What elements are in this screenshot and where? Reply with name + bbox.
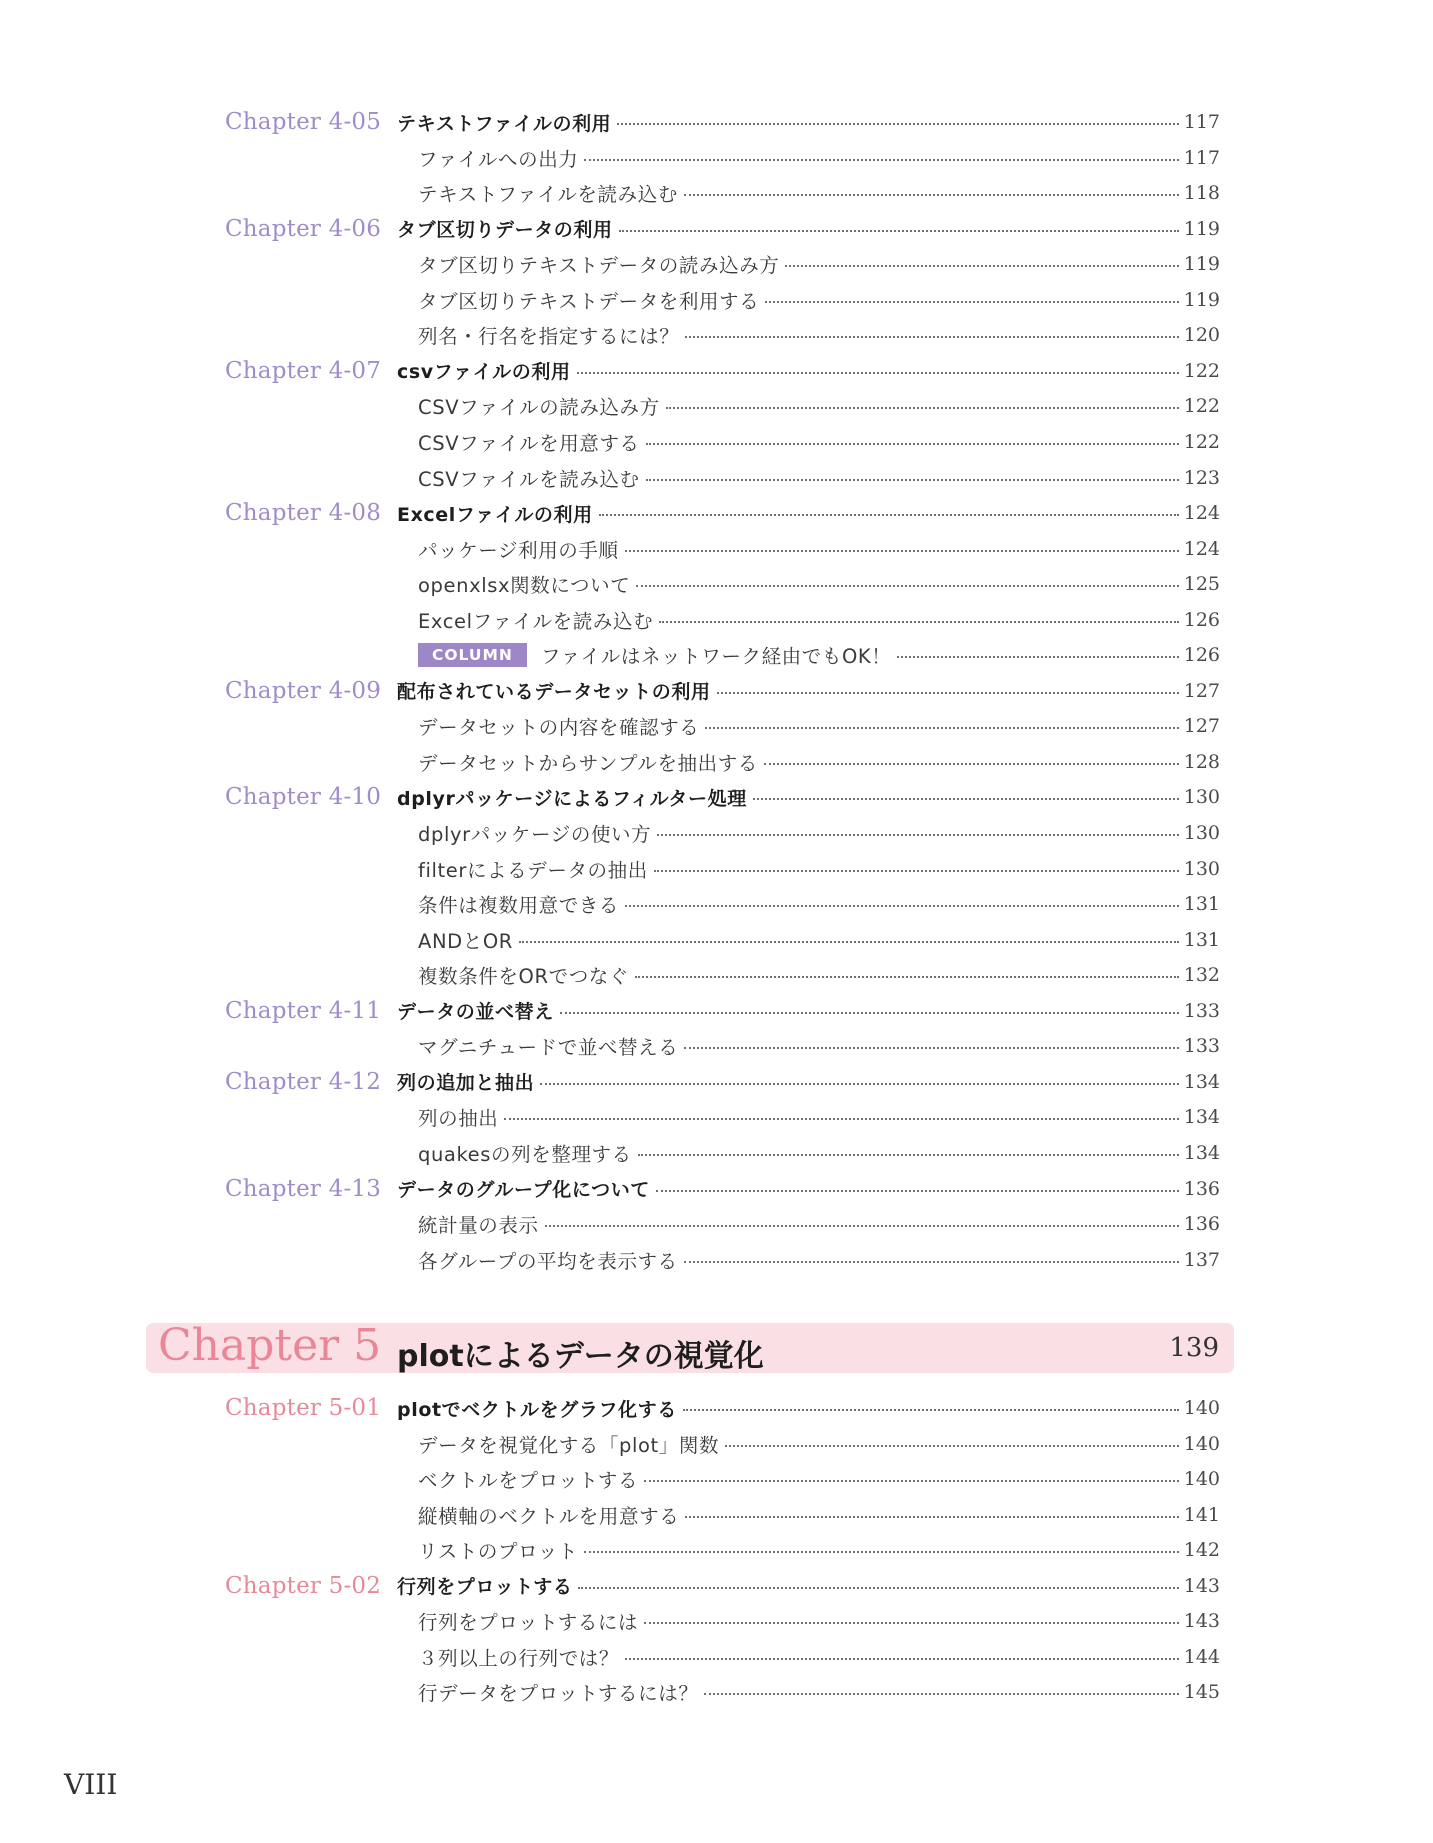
page-number: 140	[1183, 1432, 1220, 1455]
toc-entry	[418, 1135, 1220, 1171]
entry-title: ３列以上の行列では？	[418, 1646, 620, 1670]
toc-entry	[418, 1603, 1220, 1639]
page-number: 137	[1183, 1248, 1220, 1271]
page-number: 118	[1183, 182, 1220, 205]
page-folio: VIII	[64, 1768, 118, 1801]
dot-leader	[683, 1409, 1179, 1411]
dot-leader	[619, 230, 1179, 232]
toc-subsection-row	[0, 566, 1433, 602]
entry-title: filterによるデータの抽出	[418, 858, 648, 882]
toc-subsection-row	[0, 282, 1433, 318]
section-number: Chapter 4-07	[225, 357, 382, 384]
toc-subsection-row	[0, 1674, 1433, 1710]
page-number: 120	[1183, 324, 1220, 347]
toc-entry	[418, 140, 1220, 176]
dot-leader	[897, 656, 1179, 658]
toc-entry	[418, 815, 1220, 851]
dot-leader	[636, 585, 1179, 587]
toc-subsection-row	[0, 1242, 1433, 1278]
entry-title: 複数条件をORでつなぐ	[418, 965, 629, 989]
dot-leader	[644, 1480, 1179, 1482]
toc-entry	[397, 211, 1220, 247]
entry-title: タブ区切りテキストデータを利用する	[418, 289, 760, 313]
page-number: 145	[1183, 1681, 1220, 1704]
toc-entry	[397, 673, 1220, 709]
page-number: 136	[1183, 1213, 1220, 1236]
chapter-5-title: plotによるデータの視覚化	[397, 1339, 764, 1374]
toc-subsection-row	[0, 1099, 1433, 1135]
page-number: 122	[1183, 395, 1220, 418]
toc-entry	[397, 1568, 1220, 1604]
entry-title: CSVファイルの読み込み方	[418, 396, 660, 420]
entry-title: CSVファイルを用意する	[418, 431, 640, 455]
toc-subsection-row	[0, 140, 1433, 176]
entry-title: Excelファイルの利用	[397, 503, 593, 526]
section-number: Chapter 4-06	[225, 215, 382, 242]
dot-leader	[584, 1551, 1179, 1553]
page-number: 140	[1183, 1397, 1220, 1419]
toc-subsection-row	[0, 1135, 1433, 1171]
entry-title: dplyrパッケージの使い方	[418, 823, 652, 846]
toc-section-row	[0, 353, 1433, 389]
entry-title: 列名・行名を指定するには？	[418, 325, 680, 349]
dot-leader	[638, 1154, 1179, 1156]
dot-leader	[644, 1622, 1179, 1624]
toc-subsection-row	[0, 851, 1433, 887]
column-badge: COLUMN	[418, 643, 527, 667]
toc-entry	[418, 1461, 1220, 1497]
dot-leader	[753, 798, 1179, 800]
section-number: Chapter 4-05	[225, 109, 382, 135]
toc-entry	[397, 1064, 1220, 1100]
entry-title: パッケージ利用の手順	[418, 538, 619, 562]
toc-entry	[418, 1206, 1220, 1242]
toc-entry	[397, 495, 1220, 531]
toc-entry	[418, 637, 1220, 673]
toc-subsection-row	[0, 957, 1433, 993]
toc-subsection-row	[0, 744, 1433, 780]
page-number: 122	[1183, 359, 1220, 382]
dot-leader	[504, 1118, 1179, 1120]
dot-leader	[704, 1693, 1179, 1695]
toc-entry	[397, 353, 1220, 389]
page-number: 134	[1183, 1106, 1220, 1129]
entry-title: 縦横軸のベクトルを用意する	[418, 1504, 680, 1528]
page-number: 119	[1183, 217, 1220, 240]
dot-leader	[656, 1190, 1179, 1192]
section-number: Chapter 4-10	[225, 784, 382, 811]
entry-title: 行列をプロットするには	[418, 1611, 639, 1635]
dot-leader	[685, 1516, 1179, 1518]
dot-leader	[666, 407, 1179, 409]
entry-title: データのグループ化について	[397, 1179, 650, 1201]
page-number: 126	[1183, 608, 1220, 631]
toc-subsection-row	[0, 246, 1433, 282]
toc-entry	[418, 1028, 1220, 1064]
toc-subsection-row	[0, 1639, 1433, 1675]
toc-entry	[418, 282, 1220, 318]
toc-section-row	[0, 673, 1433, 709]
toc-section-row	[0, 1568, 1433, 1604]
toc-entry	[418, 1426, 1220, 1462]
page-number: 117	[1183, 146, 1220, 169]
page-number: 142	[1183, 1539, 1220, 1562]
dot-leader	[705, 727, 1179, 729]
entry-title: データセットからサンプルを抽出する	[418, 751, 758, 775]
toc-entry	[397, 993, 1220, 1029]
dot-leader	[684, 1047, 1179, 1049]
toc-subsection-row	[0, 815, 1433, 851]
entry-title: データセットの内容を確認する	[418, 716, 700, 740]
page-number: 131	[1183, 928, 1220, 951]
toc-subsection-row	[0, 886, 1433, 922]
dot-leader	[584, 159, 1179, 161]
page-number: 133	[1183, 999, 1220, 1022]
toc-subsection-row	[0, 922, 1433, 958]
toc-subsection-row	[0, 460, 1433, 496]
page-number: 143	[1183, 1610, 1220, 1633]
entry-title: 各グループの平均を表示する	[418, 1249, 678, 1273]
entry-title: タブ区切りデータの利用	[397, 219, 613, 242]
toc-entry	[397, 779, 1220, 815]
page-number: 119	[1183, 288, 1220, 311]
dot-leader	[684, 1261, 1179, 1263]
dot-leader	[577, 372, 1179, 374]
toc-subsection-row	[0, 1461, 1433, 1497]
toc-subsection-row	[0, 602, 1433, 638]
page-number: 128	[1183, 750, 1220, 773]
dot-leader	[657, 834, 1179, 836]
dot-leader	[684, 194, 1179, 196]
section-number: Chapter 4-08	[225, 500, 382, 527]
toc-entry	[418, 388, 1220, 424]
page-number: 130	[1183, 786, 1220, 809]
dot-leader	[646, 479, 1179, 481]
chapter-5-label: Chapter 5	[158, 1320, 382, 1371]
toc-entry	[418, 1674, 1220, 1710]
dot-leader	[635, 976, 1179, 978]
toc-subsection-row	[0, 531, 1433, 567]
page-number: 143	[1183, 1574, 1220, 1597]
page-number: 122	[1183, 430, 1220, 453]
page-number: 144	[1183, 1645, 1220, 1668]
toc-section-row	[0, 1171, 1433, 1207]
page-number: 134	[1183, 1141, 1220, 1164]
toc-subsection-row	[0, 1532, 1433, 1568]
dot-leader	[625, 905, 1179, 907]
section-number: Chapter 4-12	[225, 1068, 382, 1095]
toc-subsection-row	[0, 388, 1433, 424]
entry-title: ANDとOR	[418, 929, 513, 953]
page-number: 136	[1183, 1177, 1220, 1200]
section-number: Chapter 5-01	[225, 1395, 382, 1421]
toc-entry	[418, 957, 1220, 993]
page-number: 119	[1183, 253, 1220, 276]
entry-title: 行列をプロットする	[397, 1576, 573, 1599]
entry-title: ファイルはネットワーク経由でもOK！	[540, 645, 892, 669]
section-number: Chapter 4-11	[225, 997, 382, 1024]
page-number: 131	[1183, 893, 1220, 916]
dot-leader	[617, 123, 1179, 125]
toc-subsection-row	[0, 1603, 1433, 1639]
toc-subsection-row	[0, 708, 1433, 744]
entry-title: ファイルへの出力	[418, 147, 579, 171]
entry-title: タブ区切りテキストデータの読み込み方	[418, 254, 780, 278]
entry-title: ベクトルをプロットする	[418, 1469, 639, 1493]
toc-subsection-row	[0, 1497, 1433, 1533]
toc-entry	[418, 1639, 1220, 1675]
toc-entry	[418, 531, 1220, 567]
section-number: Chapter 4-13	[225, 1175, 382, 1202]
dot-leader	[659, 621, 1179, 623]
entry-title: テキストファイルを読み込む	[418, 183, 678, 207]
toc-entry	[397, 1171, 1220, 1207]
dot-leader	[560, 1012, 1179, 1014]
page-number: 132	[1183, 964, 1220, 987]
page-number: 117	[1183, 111, 1220, 133]
toc-subsection-row	[0, 1028, 1433, 1064]
page-number: 126	[1183, 644, 1220, 667]
toc-section-row	[0, 495, 1433, 531]
dot-leader	[685, 336, 1179, 338]
entry-title: dplyrパッケージによるフィルター処理	[397, 787, 747, 810]
toc-entry	[418, 1497, 1220, 1533]
entry-title: データの並べ替え	[397, 1001, 554, 1024]
entry-title: 行データをプロットするには？	[418, 1682, 699, 1706]
toc-subsection-row	[0, 1206, 1433, 1242]
toc-entry	[397, 1390, 1220, 1426]
toc-entry	[418, 708, 1220, 744]
toc-subsection-row	[0, 317, 1433, 353]
page-number: 123	[1183, 466, 1220, 489]
dot-leader	[625, 1658, 1179, 1660]
toc-entry	[418, 744, 1220, 780]
dot-leader	[599, 514, 1179, 516]
toc-entry	[418, 317, 1220, 353]
toc-subsection-row	[0, 1426, 1433, 1462]
dot-leader	[654, 870, 1179, 872]
toc-entry	[418, 424, 1220, 460]
toc-section-row	[0, 1064, 1433, 1100]
toc-section-row	[0, 993, 1433, 1029]
section-number: Chapter 5-02	[225, 1572, 382, 1599]
entry-title: CSVファイルを読み込む	[418, 467, 640, 491]
dot-leader	[646, 443, 1179, 445]
entry-title: Excelファイルを読み込む	[418, 609, 654, 633]
page-number: 141	[1183, 1503, 1220, 1526]
entry-title: plotでベクトルをグラフ化する	[397, 1398, 677, 1421]
toc-section-row	[0, 779, 1433, 815]
page-number: 133	[1183, 1035, 1220, 1058]
toc-entry	[418, 602, 1220, 638]
toc-subsection-row	[0, 637, 1433, 673]
dot-leader	[545, 1225, 1179, 1227]
toc-entry	[397, 104, 1220, 140]
toc-entry	[418, 175, 1220, 211]
toc-entry	[418, 246, 1220, 282]
entry-title: 配布されているデータセットの利用	[397, 681, 711, 704]
entry-title: 列の抽出	[418, 1107, 499, 1131]
entry-title: データを視覚化する「plot」関数	[418, 1433, 720, 1457]
page-number: 127	[1183, 679, 1220, 702]
dot-leader	[764, 763, 1179, 765]
entry-title: 統計量の表示	[418, 1214, 539, 1238]
section-number: Chapter 4-09	[225, 677, 382, 704]
page-number: 124	[1183, 537, 1220, 560]
toc-entry	[418, 1532, 1220, 1568]
dot-leader	[625, 550, 1179, 552]
toc-entry	[418, 886, 1220, 922]
toc-section-row	[0, 104, 1433, 140]
page-number: 134	[1183, 1070, 1220, 1093]
entry-title: 条件は複数用意できる	[418, 894, 620, 918]
entry-title: quakesの列を整理する	[418, 1142, 632, 1166]
toc-entry	[418, 922, 1220, 958]
page-number: 140	[1183, 1468, 1220, 1491]
chapter-5-page: 139	[1169, 1333, 1219, 1363]
toc-entry	[418, 566, 1220, 602]
toc-entry	[418, 851, 1220, 887]
toc-section-row	[0, 1390, 1433, 1426]
toc-subsection-row	[0, 175, 1433, 211]
entry-title: openxlsx関数について	[418, 574, 631, 598]
toc-entry	[418, 460, 1220, 496]
entry-title: テキストファイルの利用	[397, 112, 612, 135]
chapter-5-header	[146, 1320, 1234, 1374]
dot-leader	[540, 1083, 1179, 1085]
dot-leader	[519, 941, 1179, 943]
page-number: 130	[1183, 822, 1220, 844]
page-number: 130	[1183, 857, 1220, 880]
dot-leader	[578, 1587, 1179, 1589]
dot-leader	[725, 1445, 1179, 1447]
entry-title: csvファイルの利用	[397, 361, 571, 384]
toc-section-row	[0, 211, 1433, 247]
page-number: 124	[1183, 502, 1220, 525]
dot-leader	[785, 265, 1179, 267]
toc-subsection-row	[0, 424, 1433, 460]
toc-entry	[418, 1242, 1220, 1278]
entry-title: マグニチュードで並べ替える	[418, 1036, 679, 1060]
toc-entry	[418, 1099, 1220, 1135]
page-number: 127	[1183, 715, 1220, 738]
entry-title: 列の追加と抽出	[397, 1072, 535, 1095]
page-number: 125	[1183, 573, 1220, 596]
dot-leader	[765, 301, 1179, 303]
dot-leader	[717, 692, 1179, 694]
entry-title: リストのプロット	[418, 1540, 579, 1564]
